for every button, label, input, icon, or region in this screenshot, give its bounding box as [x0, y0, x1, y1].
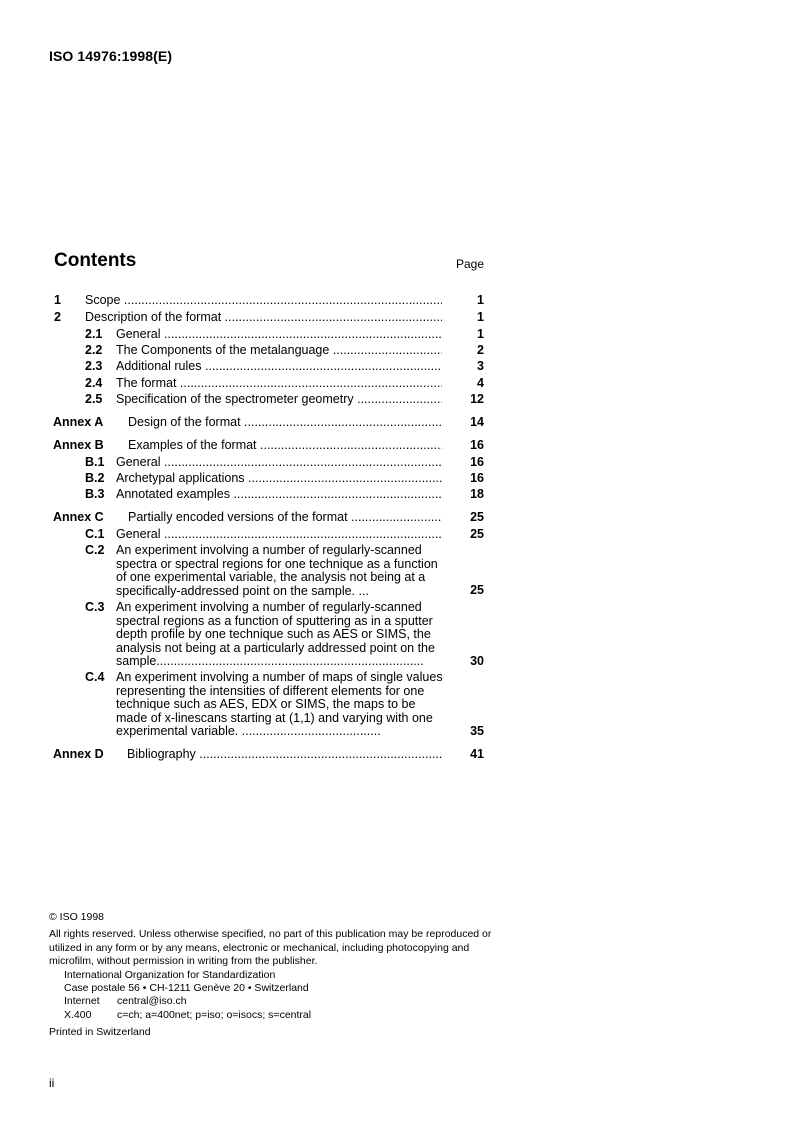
organization-name: International Organization for Standardization [64, 968, 276, 981]
toc-entry-title: Annotated examples ..... [116, 488, 442, 502]
toc-entry-title: Additional rules ..... [116, 360, 442, 374]
toc-entry-title: General ..... [116, 328, 442, 342]
toc-entry-number: C.3 [85, 600, 105, 614]
toc-entry-number: C.1 [85, 527, 105, 541]
internet-contact [49, 995, 495, 1008]
toc-entry-number: 2.3 [85, 359, 103, 373]
toc-entry-number: 2.4 [85, 376, 103, 390]
toc-entry-page: 14 [470, 415, 484, 429]
toc-entry-page: 2 [477, 343, 484, 357]
copyright-line: © ISO 1998 [49, 911, 105, 923]
toc-entry-page: 41 [470, 747, 484, 761]
toc-entry-title: An experiment involving a number of maps of single values representing the intensities of different elements for one technique such as AES, EDX or SIMS, the maps to be made of x-linescans starting at (1,1) and varying with one experimental variable. ........................................ [116, 670, 443, 739]
toc-entry-page: 30 [470, 654, 484, 668]
printed-in: Printed in Switzerland [49, 1026, 151, 1039]
toc-entry-title: An experiment involving a number of regularly-scanned spectra or spectral regions for one technique as a function of one experimental variable, the analysis not being at a specifically-addressed point on the sample. ... [116, 543, 438, 598]
toc-entry-page: 16 [470, 438, 484, 452]
toc-entry-title: Scope ..... [85, 294, 442, 308]
document-id-header: ISO 14976:1998(E) [49, 48, 173, 64]
toc-entry-number: 1 [54, 293, 61, 307]
internet-value: central@iso.ch [117, 995, 187, 1008]
toc-entry-title: General ..... [116, 456, 442, 470]
toc-entry-page: 1 [477, 327, 484, 341]
toc-entry-number: 2.5 [85, 392, 103, 406]
toc-entry-title: Design of the format ..... [128, 416, 442, 430]
page-column-label: Page [456, 257, 485, 271]
toc-entry-number: 2 [54, 310, 61, 324]
toc-entry-number: Annex A [53, 415, 104, 429]
toc-entry-number: C.2 [85, 543, 105, 557]
toc-entry-title: Specification of the spectrometer geometry ..... [116, 393, 442, 407]
toc-entry-page: 35 [470, 724, 484, 738]
toc-entry-number: Annex D [53, 747, 104, 761]
rights-notice: All rights reserved. Unless otherwise specified, no part of this publication may be reproduced or utilized in any form or by any means, electronic or mechanical, including photocopying and microfilm, without permission in writing from the publisher. [49, 928, 492, 968]
x400-value: c=ch; a=400net; p=iso; o=isocs; s=central [117, 1008, 312, 1021]
toc-entry-page: 25 [470, 527, 484, 541]
toc-entry-number: C.4 [85, 670, 105, 684]
postal-address: Case postale 56 • CH-1211 Genève 20 • Switzerland [64, 982, 309, 995]
toc-entry-number: B.2 [85, 471, 105, 485]
copyright-footer [49, 911, 495, 1040]
toc-entry-number: 2.2 [85, 343, 103, 357]
toc-entry-page: 16 [470, 455, 484, 469]
toc-entry-number: B.1 [85, 455, 105, 469]
toc-entry-page: 25 [470, 510, 484, 524]
toc-entry-title: The format ..... [116, 377, 442, 391]
page-number: ii [49, 1076, 55, 1090]
toc-entry-title: The Components of the metalanguage ..... [116, 344, 442, 358]
toc-entry-page: 25 [470, 583, 484, 597]
internet-label: Internet [64, 995, 100, 1008]
toc-entry-number: Annex B [53, 438, 104, 452]
toc-entry-number: B.3 [85, 487, 105, 501]
toc-entry-title: Archetypal applications ..... [116, 472, 442, 486]
toc-entry-title: An experiment involving a number of regularly-scanned spectral regions as a function of sputtering as in a sputter depth profile by one technique such as AES or SIMS, the analysis not being at a particularly addressed point on the sample............................................................................. [116, 600, 435, 669]
x400-contact [49, 1009, 495, 1022]
toc-entry-page: 1 [477, 310, 484, 324]
toc-entry-number: Annex C [53, 510, 104, 524]
contents-title: Contents [54, 250, 137, 271]
toc-entry-page: 4 [477, 376, 484, 390]
toc-entry-page: 12 [470, 392, 484, 406]
toc-entry-number: 2.1 [85, 327, 103, 341]
toc-entry-title: Bibliography ..... [127, 748, 442, 762]
toc-entry-title: Partially encoded versions of the format ..... [128, 511, 442, 525]
toc-entry-page: 1 [477, 293, 484, 307]
toc-entry-title: Description of the format ..... [85, 311, 442, 325]
toc-entry-page: 3 [477, 359, 484, 373]
toc-entry-page: 16 [470, 471, 484, 485]
toc-entry-title: Examples of the format ..... [128, 439, 442, 453]
toc-entry-title: General ..... [116, 528, 442, 542]
x400-label: X.400 [64, 1008, 92, 1021]
toc-entry-page: 18 [470, 487, 484, 501]
